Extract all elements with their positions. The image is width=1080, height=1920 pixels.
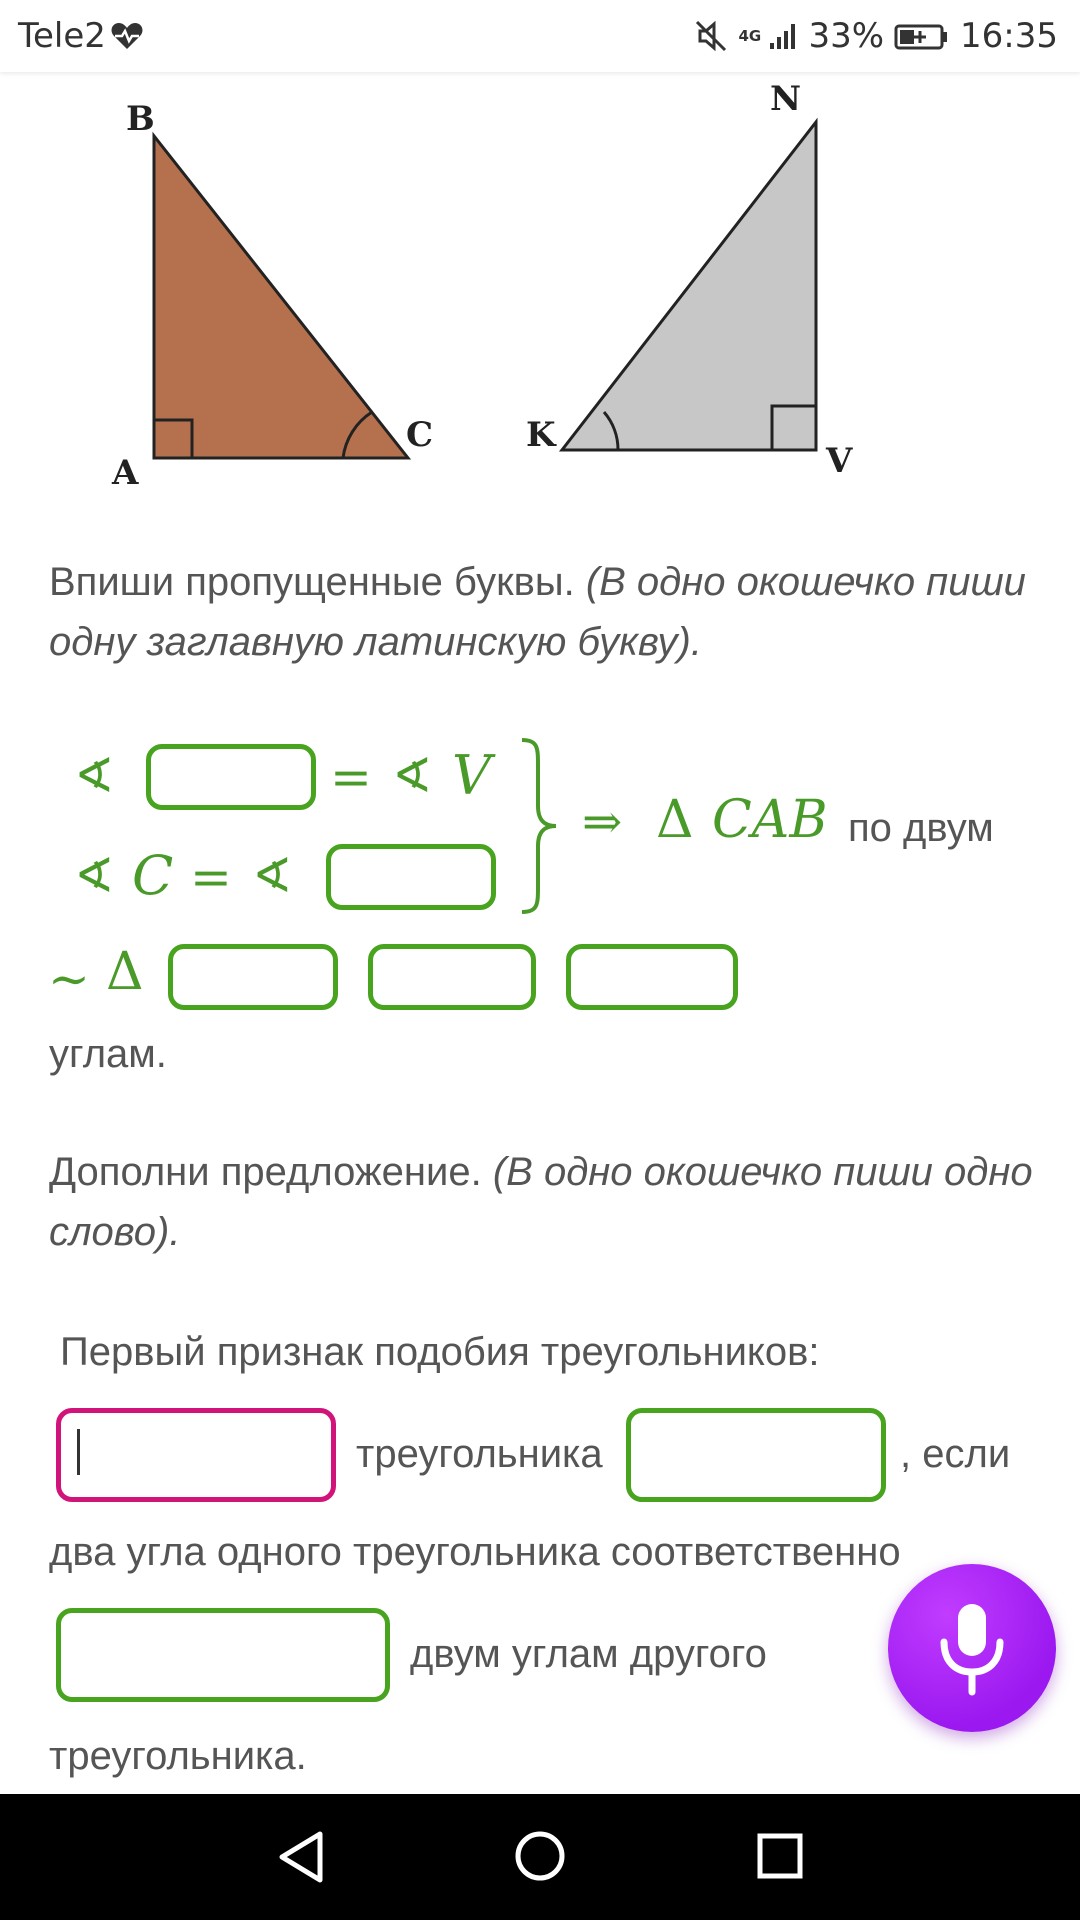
label-k: K (526, 415, 556, 455)
exercise-content (0, 72, 1080, 1794)
letter-c: C (132, 844, 174, 907)
label-n: N (770, 79, 802, 119)
uglam-text: углам. (49, 1032, 167, 1076)
text-cursor (77, 1429, 80, 1475)
clock: 16:35 (960, 16, 1058, 56)
sentence-part-triangle: треугольника (356, 1432, 603, 1476)
recents-icon[interactable] (756, 1832, 804, 1880)
word-input-2[interactable] (626, 1408, 886, 1502)
signal-icon (768, 21, 798, 51)
triangle-cab: CAB (712, 790, 828, 850)
letter-input-4[interactable] (368, 944, 536, 1010)
word-input-1[interactable] (56, 1408, 336, 1502)
triangle-nkv (526, 79, 853, 481)
angle-symbol-2: ∢ (392, 748, 433, 804)
navigation-bar (0, 1794, 1080, 1920)
label-c: C (406, 415, 434, 455)
similar-symbol: ∼ (48, 950, 90, 1008)
status-icons (694, 16, 1058, 56)
word-input-3[interactable] (56, 1608, 390, 1702)
angle-symbol-1: ∢ (74, 748, 115, 804)
heart-pulse-icon (110, 21, 144, 51)
equals-sign-1: = (330, 748, 372, 806)
letter-input-3[interactable] (168, 944, 338, 1010)
sentence-part-if: , если (900, 1432, 1011, 1476)
angle-symbol-4: ∢ (252, 848, 293, 904)
letter-v: V (452, 744, 491, 807)
implies-arrow: ⇒ (582, 794, 623, 850)
label-a: A (112, 453, 139, 493)
triangles-figure (90, 72, 890, 502)
similarity-rule-intro: Первый признак подобия треугольников: (60, 1330, 820, 1374)
triangle-bac (111, 99, 433, 493)
battery-charging-icon (894, 21, 950, 51)
instruction-words (49, 1142, 1039, 1262)
sentence-part-end: треугольника. (49, 1734, 307, 1778)
right-brace (516, 736, 564, 916)
home-icon[interactable] (514, 1830, 566, 1882)
instruction-letters-hint: (В одно окошечко пиши одну заглавную латинскую букву). (49, 560, 1026, 664)
back-icon[interactable] (276, 1830, 326, 1884)
label-b: B (126, 99, 155, 139)
network-type: 4G (738, 26, 762, 45)
label-v: V (826, 441, 853, 481)
letter-input-1[interactable] (146, 744, 316, 810)
voice-input-button[interactable] (888, 1564, 1056, 1732)
equals-sign-2: = (190, 848, 232, 906)
instruction-words-hint: (В одно окошечко пиши одно слово). (49, 1150, 1033, 1254)
angle-symbol-3: ∢ (74, 848, 115, 904)
instruction-words-text: Дополни предложение. (49, 1150, 482, 1194)
sentence-part-two-angles: два угла одного треугольника соответственно (49, 1530, 901, 1574)
instruction-letters (49, 552, 1039, 672)
microphone-icon (932, 1600, 1012, 1696)
battery-percent: 33% (808, 16, 885, 56)
status-bar (0, 0, 1080, 72)
delta-symbol-1: Δ (656, 790, 694, 850)
instruction-letters-text: Впиши пропущенные буквы. (49, 560, 575, 604)
po-dvum-text: по двум (848, 806, 994, 850)
letter-input-5[interactable] (566, 944, 738, 1010)
sentence-part-other-angles: двум углам другого (410, 1632, 767, 1676)
carrier (18, 16, 144, 56)
mute-icon (694, 19, 728, 53)
delta-symbol-2: Δ (106, 942, 144, 1002)
carrier-name: Tele2 (18, 16, 106, 56)
letter-input-2[interactable] (326, 844, 496, 910)
